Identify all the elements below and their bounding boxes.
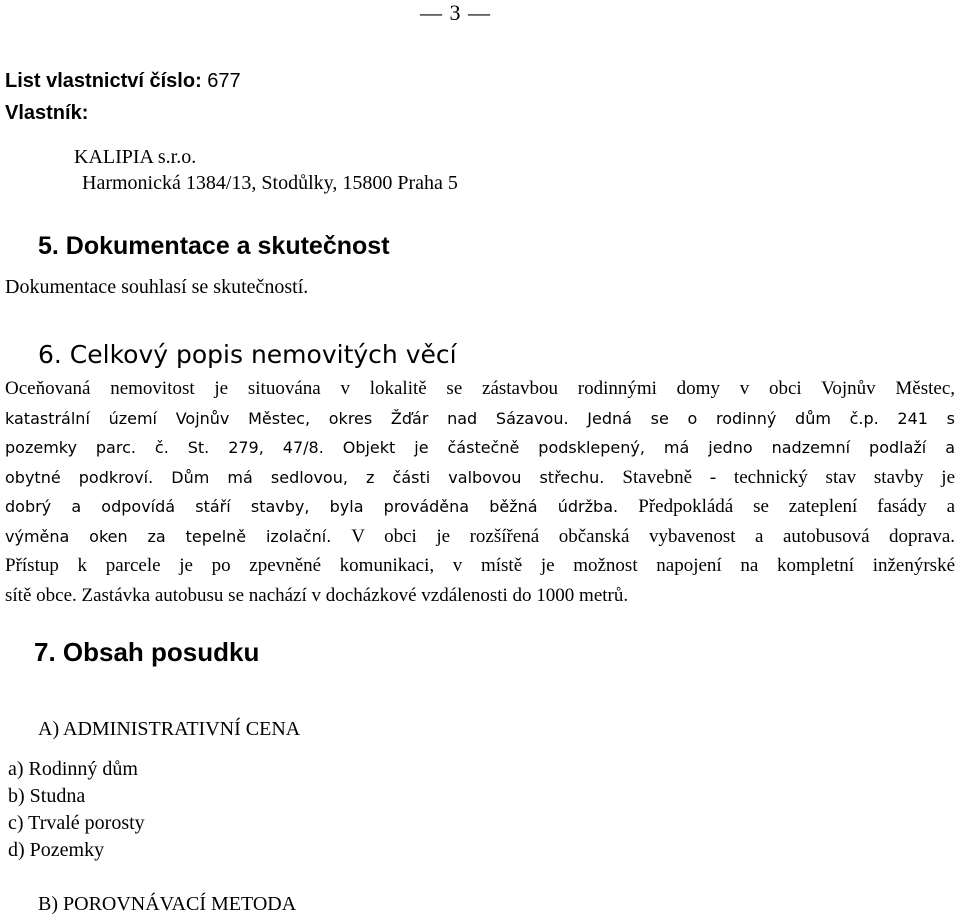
list-item: c) Trvalé porosty xyxy=(8,812,145,834)
list-item: a) Rodinný dům xyxy=(8,758,138,780)
ownership-sheet-line xyxy=(5,70,241,93)
description-line xyxy=(5,433,955,463)
description-segment: Přístup k parcele je po zpevněné komunikaci, v místě je možnost napojení na kompletní inženýrské xyxy=(5,555,955,576)
description-line xyxy=(5,551,955,581)
comparative-method-title: B) POROVNÁVACÍ METODA xyxy=(38,893,297,915)
administrative-price-title: A) ADMINISTRATIVNÍ CENA xyxy=(38,718,301,740)
description-segment: Předpokládá se zateplení fasády a xyxy=(638,496,956,517)
owner-label: Vlastník: xyxy=(5,102,89,124)
section-5-text: Dokumentace souhlasí se skutečností. xyxy=(5,276,309,298)
description-segment: obytné podkroví. Dům má sedlovou, z části valbovou střechu. xyxy=(5,467,623,487)
list-item: b) Studna xyxy=(8,785,86,807)
page-number: — 3 — xyxy=(420,0,491,25)
description-line xyxy=(5,374,955,404)
description-segment: sítě obce. Zastávka autobusu se nachází v docházkové vzdálenosti do 1000 metrů. xyxy=(5,584,629,606)
description-line xyxy=(5,404,955,434)
ownership-sheet-number: 677 xyxy=(207,70,241,92)
description-line xyxy=(5,492,955,522)
ownership-sheet-label: List vlastnictví číslo: xyxy=(5,70,202,92)
description-segment: dobrý a odpovídá stáří stavby, byla prováděna běžná údržba. xyxy=(5,497,639,516)
description-segment: Oceňovaná nemovitost je situována v lokalitě se zástavbou rodinnými domy v obci Vojnův Městec, xyxy=(5,378,955,399)
section-6-heading: 6. Celkový popis nemovitých věcí xyxy=(38,340,457,369)
owner-name: KALIPIA s.r.o. xyxy=(74,146,197,168)
description-line xyxy=(5,463,955,493)
list-item: d) Pozemky xyxy=(8,839,105,861)
property-description xyxy=(5,374,955,610)
description-segment: pozemky parc. č. St. 279, 47/8. Objekt je částečně podsklepený, má jedno nadzemní podlaží a xyxy=(5,438,955,457)
owner-address: Harmonická 1384/13, Stodůlky, 15800 Praha 5 xyxy=(82,172,458,194)
section-7-heading: 7. Obsah posudku xyxy=(34,637,260,667)
description-line xyxy=(5,581,955,611)
description-line xyxy=(5,522,955,552)
description-segment: katastrální území Vojnův Městec, okres Žďár nad Sázavou. Jedná se o rodinný dům č.p. 241 s xyxy=(5,408,955,428)
section-5-heading: 5. Dokumentace a skutečnost xyxy=(38,232,390,260)
description-segment: V obci je rozšířená občanská vybavenost a autobusová doprava. xyxy=(351,525,956,547)
description-segment: Stavebně - technický stav stavby je xyxy=(622,466,955,488)
description-segment: výměna oken za tepelně izolační. xyxy=(5,526,352,546)
